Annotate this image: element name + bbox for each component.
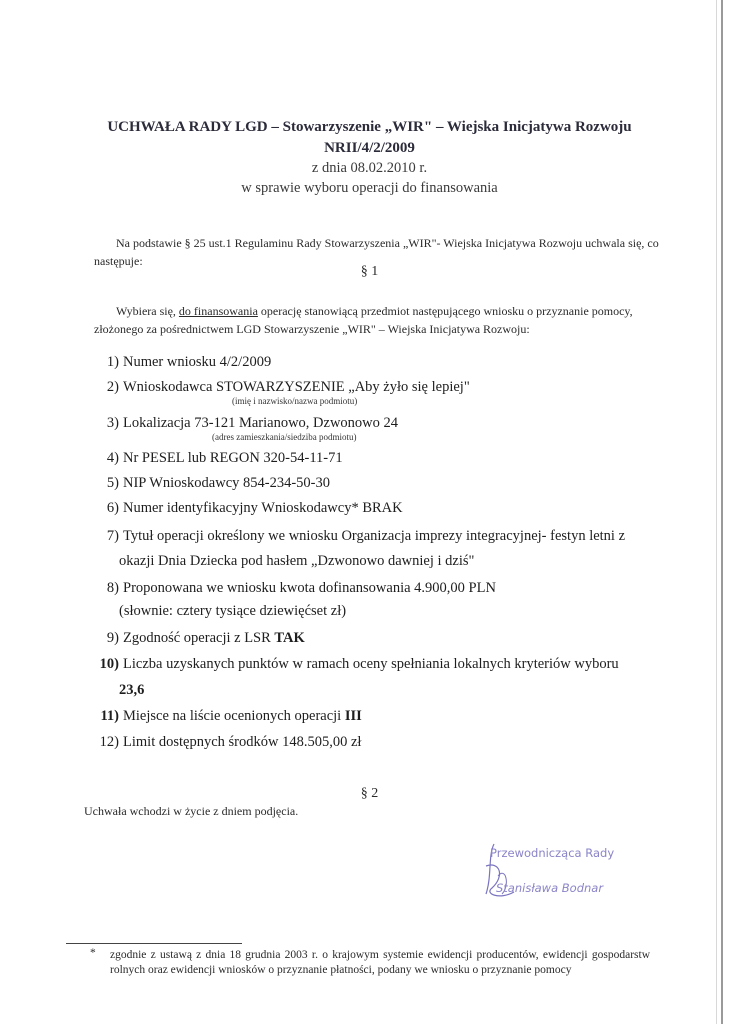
- item-text: Proponowana we wniosku kwota dofinansowania 4.900,00 PLN: [123, 580, 496, 596]
- list-item: [94, 354, 271, 371]
- item-number: 8): [106, 580, 119, 596]
- section-2-heading: § 2: [360, 786, 379, 801]
- closing-sentence: Uchwała wchodzi w życie z dniem podjęcia.: [84, 804, 299, 818]
- selection-underlined: do finansowania: [178, 304, 258, 318]
- item-text: Numer identyfikacyjny Wnioskodawcy* BRAK: [123, 500, 403, 516]
- item-number: 9): [106, 630, 119, 646]
- stamp-name: Stanisława Bodnar: [496, 881, 604, 895]
- item-caption: (imię i nazwisko/nazwa podmiotu): [232, 396, 358, 406]
- item-continuation: (słownie: cztery tysiące dziewięćset zł): [119, 603, 347, 619]
- footnote-text: zgodnie z ustawą z dnia 18 grudnia 2003 r. o krajowym systemie ewidencji producentów, ewidencji gospodarstw rolnych oraz ewidencji wniosków o przyznanie płatności, podany we wniosku o przyznanie pomocy: [110, 949, 650, 976]
- document-header: [0, 116, 739, 198]
- item-text: Miejsce na liście ocenionych operacji: [123, 708, 345, 724]
- list-item: [94, 580, 496, 597]
- resolution-number: NRII/4/2/2009: [324, 140, 415, 156]
- item-continuation: okazji Dnia Dziecka pod hasłem „Dzwonowo dawniej i dziś": [119, 553, 475, 569]
- selection-before: Wybiera się,: [116, 304, 179, 318]
- footnote-marker: *: [90, 947, 96, 959]
- selection-paragraph: [94, 302, 674, 338]
- item-number: 5): [106, 475, 119, 491]
- list-item: [94, 708, 362, 725]
- resolution-date: z dnia 08.02.2010 r.: [311, 160, 428, 176]
- item-number: 3): [106, 415, 119, 431]
- selection-after: operację stanowiącą przedmiot następującego wniosku o przyznanie pomocy, złożonego za pośrednictwem LGD Stowarzyszenie „WIR" – Wiejska Inicjatywa Rozwoju:: [94, 304, 633, 336]
- stamp-title: Przewodnicząca Rady: [490, 846, 615, 860]
- item-text: Nr PESEL lub REGON 320-54-11-71: [123, 450, 343, 466]
- item-number: 2): [106, 379, 119, 395]
- resolution-subject: w sprawie wyboru operacji do finansowania: [241, 180, 498, 196]
- signature-stamp: [480, 836, 640, 906]
- list-item: [94, 475, 330, 492]
- item-text: NIP Wnioskodawcy 854-234-50-30: [123, 475, 331, 491]
- list-item: [94, 734, 361, 751]
- section-1-heading: § 1: [360, 264, 379, 279]
- item-value-bold: TAK: [274, 630, 305, 646]
- list-item: [94, 528, 625, 545]
- item-number: 4): [106, 450, 119, 466]
- item-text: Tytuł operacji określony we wniosku Organizacja imprezy integracyjnej- festyn letni z: [123, 528, 626, 544]
- footnote-divider: [66, 943, 242, 944]
- item-number: 7): [106, 528, 119, 544]
- item-value-bold: III: [344, 708, 362, 724]
- item-text: Lokalizacja 73-121 Marianowo, Dzwonowo 24: [123, 415, 399, 431]
- item-text: Numer wniosku 4/2/2009: [123, 354, 272, 370]
- item-number: 6): [106, 500, 119, 516]
- intro-paragraph: Na podstawie § 25 ust.1 Regulaminu Rady Stowarzyszenia „WIR"- Wiejska Inicjatywa Rozwoju uchwala się, co następuje:: [94, 236, 659, 268]
- list-item: [94, 500, 403, 517]
- item-number: 10): [99, 656, 119, 672]
- item-text: Liczba uzyskanych punktów w ramach oceny spełniania lokalnych kryteriów wyboru: [123, 656, 619, 672]
- item-number: 11): [100, 708, 119, 724]
- list-item: [94, 450, 343, 467]
- item-number: 1): [106, 354, 119, 370]
- item-text: Zgodność operacji z LSR: [123, 630, 275, 646]
- list-item: [94, 656, 619, 673]
- item-number: 12): [99, 734, 119, 750]
- item-continuation: 23,6: [119, 682, 145, 698]
- item-caption: (adres zamieszkania/siedziba podmiotu): [212, 432, 357, 442]
- list-item: [94, 379, 470, 396]
- resolution-title: UCHWAŁA RADY LGD – Stowarzyszenie „WIR" – Wiejska Inicjatywa Rozwoju: [107, 119, 632, 135]
- footnote: [90, 947, 650, 978]
- item-text: Limit dostępnych środków 148.505,00 zł: [123, 734, 362, 750]
- list-item: [94, 415, 398, 432]
- item-text: Wnioskodawca STOWARZYSZENIE „Aby żyło się lepiej": [123, 379, 470, 395]
- list-item: [94, 630, 305, 647]
